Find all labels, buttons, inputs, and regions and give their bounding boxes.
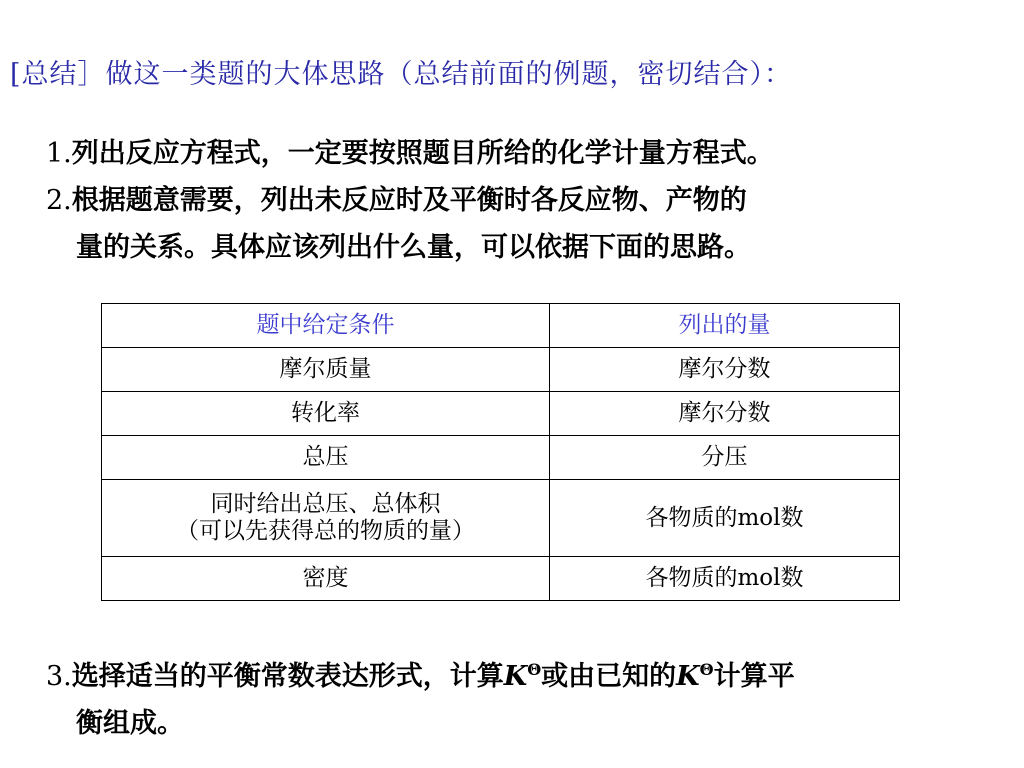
step-3-text: 选择适当的平衡常数表达形式，计算 [71,661,504,692]
table-row [102,436,900,480]
step-2 [46,177,751,271]
table-row [102,557,900,601]
step-2-continuation: 量的关系。具体应该列出什么量，可以依据下面的思路。 [76,232,751,263]
condition-cell: 总压 [102,436,550,480]
table-row [102,348,900,392]
step-3-number: 3. [46,661,72,692]
quantity-cell: 摩尔分数 [550,348,900,392]
condition-cell: 转化率 [102,392,550,436]
condition-cell: 摩尔质量 [102,348,550,392]
k-symbol: K [676,661,700,692]
step-3-text-mid: 或由已知的 [541,661,677,692]
step-2-number: 2. [46,185,72,216]
quantity-cell: 分压 [550,436,900,480]
header-listed-quantities: 列出的量 [550,304,900,348]
conditions-table [101,303,900,601]
table-row [102,392,900,436]
header-given-conditions: 题中给定条件 [102,304,550,348]
k-superscript: Θ [699,660,714,679]
condition-line: （可以先获得总的物质的量） [176,518,475,544]
step-2-text: 根据题意需要，列出未反应时及平衡时各反应物、产物的 [71,185,747,216]
condition-cell: 密度 [102,557,550,601]
k-symbol: K [503,661,528,692]
table-row [102,480,900,557]
condition-line: 同时给出总压、总体积 [210,491,441,517]
summary-heading: [总结］做这一类题的大体思路（总结前面的例题，密切结合）： [10,59,793,90]
step-1 [46,130,774,177]
step-3-continuation: 衡组成。 [76,708,184,739]
condition-cell [102,480,550,557]
quantity-cell: 摩尔分数 [550,392,900,436]
step-3-text-end: 计算平 [713,661,795,692]
quantity-cell: 各物质的mol数 [550,557,900,601]
step-3 [46,646,795,747]
quantity-cell: 各物质的mol数 [550,480,900,557]
table-header-row [102,304,900,348]
step-1-text: 列出反应方程式，一定要按照题目所给的化学计量方程式。 [71,138,774,169]
k-superscript: Θ [527,660,542,679]
step-1-number: 1. [46,138,72,169]
